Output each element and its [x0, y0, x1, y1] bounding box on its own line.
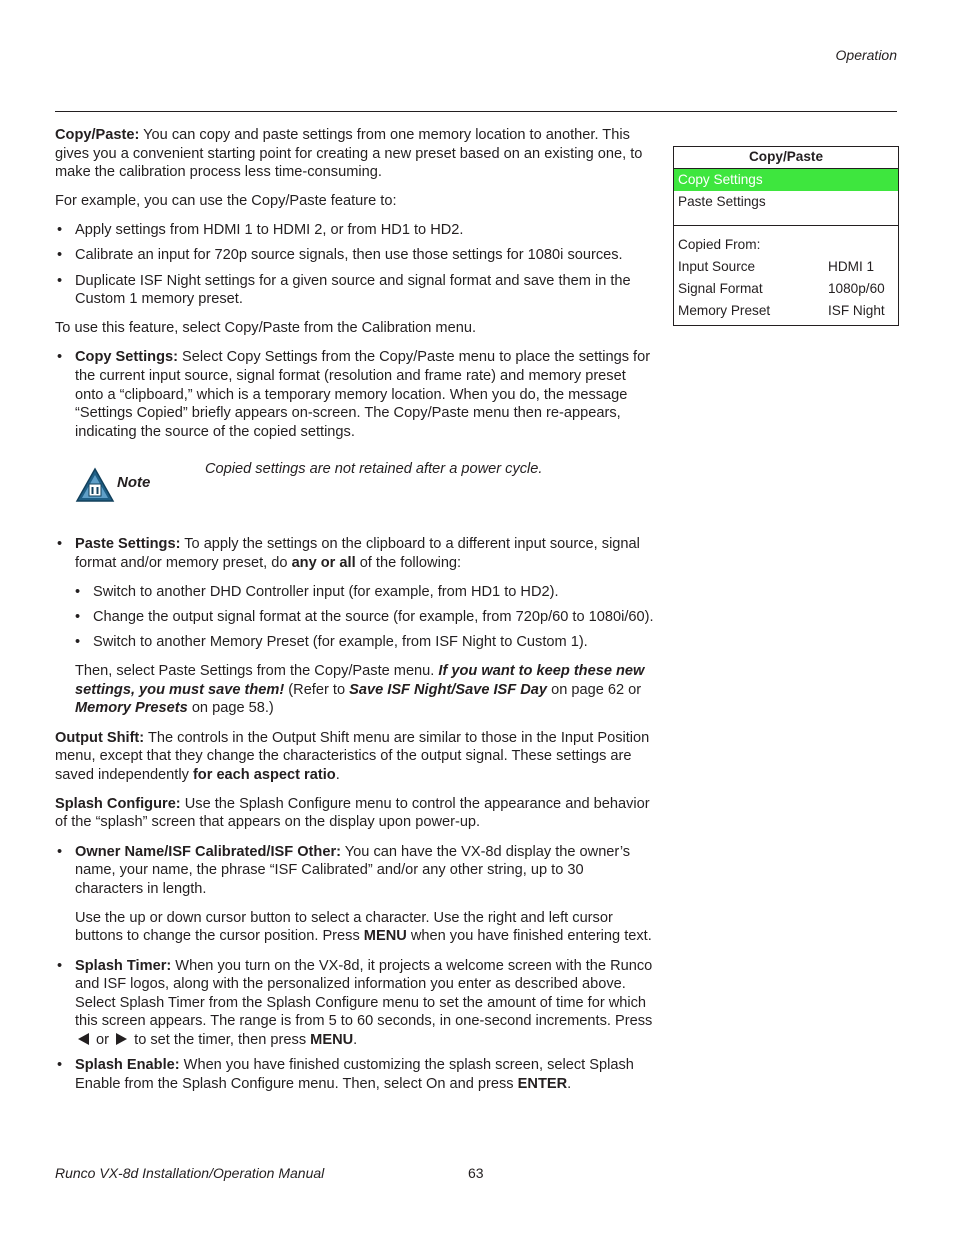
footer-page-number: 63	[468, 1165, 484, 1181]
usage-text: To use this feature, select Copy/Paste from the Calibration menu.	[55, 320, 476, 337]
copied-from-section	[674, 226, 898, 325]
header-rule	[55, 111, 897, 112]
menu-info-row: Signal Format 1080p/60	[678, 281, 885, 296]
list-item: • Switch to another Memory Preset (for example, from ISF Night to Custom 1).	[73, 633, 655, 652]
splash-heading: Splash Configure:	[55, 795, 181, 812]
list-item: • Change the output signal format at the source (for example, from 720p/60 to 1080i/60).	[73, 608, 655, 627]
menu-info-row: Input Source HDMI 1	[678, 259, 875, 274]
link-memory-presets[interactable]: Memory Presets	[75, 700, 188, 717]
link-save-isf[interactable]: Save ISF Night/Save ISF Day	[349, 681, 548, 698]
example-list	[55, 221, 655, 308]
note-text: Copied settings are not retained after a power cycle.	[205, 461, 543, 478]
paste-settings-list	[55, 535, 655, 572]
menu-divider	[674, 213, 898, 226]
list-item: • Paste Settings: To apply the settings on the clipboard to a different input source, signal format and/or memory preset, do any or all of the following:	[55, 535, 655, 572]
main-text	[55, 126, 655, 1104]
copy-paste-intro: Copy/Paste: You can copy and paste settings from one memory location to another. This gives you a convenient starting point for creating a new preset based on an existing one, to make the calibration process less time-consuming.	[55, 127, 643, 181]
copy-settings-list	[55, 348, 655, 441]
output-shift-para: Output Shift: The controls in the Output Shift menu are similar to those in the Input Position menu, except that they change the characteristics of the output signal. These settings are saved independently for each aspect ratio.	[55, 729, 650, 783]
paste-options-list	[73, 583, 655, 652]
list-item: • Splash Timer: When you turn on the VX-8d, it projects a welcome screen with the Runco and ISF logos, along with the personalized information you enter as described above. Select Splash Timer from the Splash Configure menu to set the amount of time for which this screen appears. The range is from 5 to 60 seconds, in one-second increments. Press or to set the timer, then press MENU.	[55, 957, 655, 1050]
list-item: • Owner Name/ISF Calibrated/ISF Other: You can have the VX-8d display the owner’s name, your name, the phrase “ISF Calibrated” and/or any other string, up to 30 characters in length.	[55, 843, 655, 899]
copied-from-label: Copied From:	[678, 237, 761, 252]
output-shift-heading: Output Shift:	[55, 729, 145, 746]
cursor-text: Use the up or down cursor button to select a character. Use the right and left cursor buttons to change the cursor position. Press MENU when you have finished entering text.	[75, 909, 652, 945]
copy-paste-menu	[673, 146, 899, 326]
note-warning-icon	[75, 467, 115, 503]
list-item: • Copy Settings: Select Copy Settings from the Copy/Paste menu to place the settings for the current input source, signal format (resolution and frame rate) and memory preset onto a “clipboard,” which is a temporary memory location. When you do, the message “Settings Copied” briefly appears on-screen. The Copy/Paste menu then re-appears, indicating the source of the copied settings.	[55, 348, 655, 441]
paste-then-text: Then, select Paste Settings from the Copy/Paste menu. If you want to keep these new settings, you must save them! (Refer to Save ISF Night/Save ISF Day on page 62 or Memory Presets on page 58.)	[75, 663, 645, 717]
note-label: Note	[117, 474, 151, 492]
copy-paste-heading: Copy/Paste:	[55, 127, 140, 143]
example-intro: For example, you can use the Copy/Paste feature to:	[55, 193, 397, 210]
list-item: • Splash Enable: When you have finished customizing the splash screen, select Splash Enable from the Splash Configure menu. Then, select On and press ENTER.	[55, 1056, 655, 1093]
splash-intro: Splash Configure: Use the Splash Configure menu to control the appearance and behavior of the “splash” screen that appears on the display upon power-up.	[55, 795, 650, 831]
left-arrow-icon	[78, 1033, 89, 1045]
header-section-title: Operation	[835, 47, 897, 63]
list-item: • Apply settings from HDMI 1 to HDMI 2, or from HD1 to HD2.	[55, 221, 655, 240]
menu-title: Copy/Paste	[674, 147, 898, 169]
menu-item-copy-settings[interactable]: Copy Settings	[674, 169, 898, 191]
list-item: • Switch to another DHD Controller input (for example, from HD1 to HD2).	[73, 583, 655, 602]
note-box	[55, 459, 655, 519]
splash-list-2	[55, 957, 655, 1094]
list-item: • Calibrate an input for 720p source signals, then use those settings for 1080i sources.	[55, 246, 655, 265]
right-arrow-icon	[116, 1033, 127, 1045]
footer-manual-title: Runco VX-8d Installation/Operation Manual	[55, 1165, 325, 1181]
list-item: • Duplicate ISF Night settings for a given source and signal format and save them in the Custom 1 memory preset.	[55, 272, 655, 309]
menu-info-row: Memory Preset ISF Night	[678, 303, 885, 318]
splash-list	[55, 843, 655, 899]
menu-item-paste-settings[interactable]: Paste Settings	[678, 194, 766, 209]
